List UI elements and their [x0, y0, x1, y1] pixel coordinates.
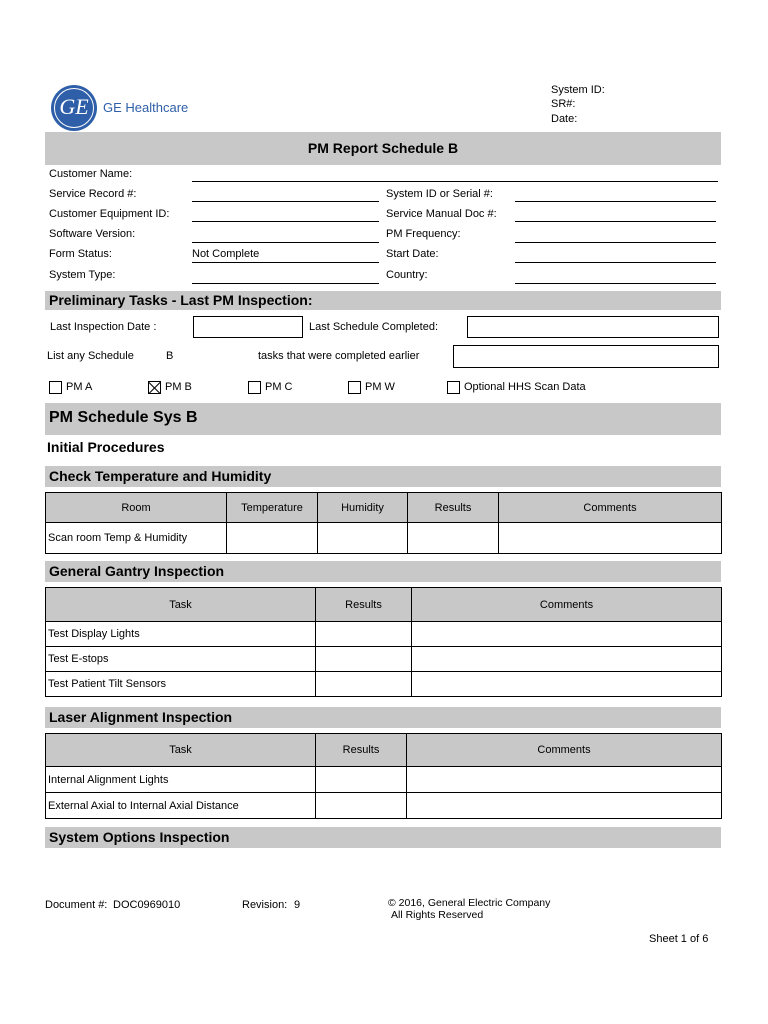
- customer-name-field[interactable]: [192, 181, 718, 182]
- start-date-label: Start Date:: [386, 248, 439, 260]
- column-header: Comments: [499, 493, 722, 523]
- gantry-table: [45, 587, 722, 697]
- service-record-field[interactable]: [192, 201, 379, 202]
- document-label: Document #:: [45, 899, 108, 911]
- pm-w-label: PM W: [365, 381, 395, 393]
- results-cell[interactable]: [316, 622, 412, 647]
- comments-cell[interactable]: [412, 622, 722, 647]
- temp-heading-bar: [45, 466, 721, 487]
- task-cell: Test Display Lights: [46, 622, 316, 647]
- gantry-heading-bar: [45, 561, 721, 582]
- laser-heading: Laser Alignment Inspection: [49, 709, 233, 725]
- task-cell: Test E-stops: [46, 647, 316, 672]
- pm-frequency-label: PM Frequency:: [386, 228, 461, 240]
- temp-heading: Check Temperature and Humidity: [49, 468, 272, 484]
- options-heading: System Options Inspection: [49, 829, 230, 845]
- start-date-field[interactable]: [515, 262, 716, 263]
- column-header: Task: [46, 734, 316, 767]
- options-heading-bar: [45, 827, 721, 848]
- preliminary-heading: Preliminary Tasks - Last PM Inspection:: [49, 292, 313, 308]
- schedule-heading: PM Schedule Sys B: [49, 409, 198, 426]
- customer-equipment-field[interactable]: [192, 221, 379, 222]
- table-row: [46, 647, 722, 672]
- table-row: [46, 793, 722, 819]
- last-schedule-input[interactable]: [467, 316, 719, 338]
- results-cell[interactable]: [316, 767, 407, 793]
- form-status-value[interactable]: Not Complete: [192, 248, 260, 260]
- last-inspection-label: Last Inspection Date :: [50, 321, 157, 333]
- task-cell: External Axial to Internal Axial Distance: [46, 793, 316, 819]
- task-cell: Internal Alignment Lights: [46, 767, 316, 793]
- column-header: Results: [316, 588, 412, 622]
- task-cell: Test Patient Tilt Sensors: [46, 672, 316, 697]
- humidity-cell[interactable]: [318, 523, 408, 554]
- system-id-serial-field[interactable]: [515, 201, 716, 202]
- form-status-label: Form Status:: [49, 248, 112, 260]
- document-number: DOC0969010: [113, 899, 181, 911]
- pm-b-label: PM B: [165, 381, 192, 393]
- list-schedule-label: List any Schedule: [47, 350, 134, 362]
- service-manual-field[interactable]: [515, 221, 716, 222]
- last-inspection-input[interactable]: [193, 316, 303, 338]
- hhs-scan-checkbox[interactable]: [447, 381, 460, 394]
- system-id-label: System ID:: [551, 84, 605, 96]
- results-cell[interactable]: [316, 793, 407, 819]
- software-version-field[interactable]: [192, 242, 379, 243]
- date-label: Date:: [551, 113, 578, 125]
- gantry-heading: General Gantry Inspection: [49, 563, 225, 579]
- service-record-label: Service Record #:: [49, 188, 137, 200]
- customer-equipment-label: Customer Equipment ID:: [49, 208, 170, 220]
- results-cell[interactable]: [408, 523, 499, 554]
- comments-cell[interactable]: [407, 767, 722, 793]
- pm-c-label: PM C: [265, 381, 293, 393]
- temperature-cell[interactable]: [227, 523, 318, 554]
- revision-number: 9: [294, 899, 301, 911]
- ge-logo: [51, 85, 97, 131]
- table-row: [46, 767, 722, 793]
- system-type-field[interactable]: [192, 283, 379, 284]
- rights-reserved: All Rights Reserved: [391, 909, 484, 921]
- schedule-letter: B: [166, 350, 174, 362]
- tasks-earlier-label: tasks that were completed earlier: [258, 350, 420, 362]
- column-header: Room: [46, 493, 227, 523]
- results-cell[interactable]: [316, 672, 412, 697]
- initial-procedures-heading: Initial Procedures: [47, 439, 165, 455]
- temp-table: [45, 492, 722, 554]
- laser-table: [45, 733, 722, 819]
- table-row: [46, 622, 722, 647]
- title-bar: [45, 132, 721, 165]
- earlier-tasks-input[interactable]: [453, 345, 719, 368]
- comments-cell[interactable]: [412, 672, 722, 697]
- pm-w-checkbox[interactable]: [348, 381, 361, 394]
- comments-cell[interactable]: [412, 647, 722, 672]
- form-status-field: [192, 262, 379, 263]
- country-label: Country:: [386, 269, 428, 281]
- pm-frequency-field[interactable]: [515, 242, 716, 243]
- ge-logo-text: GE: [59, 94, 89, 119]
- customer-name-label: Customer Name:: [49, 168, 133, 180]
- sheet-number: Sheet 1 of 6: [649, 933, 709, 945]
- pm-b-checkbox[interactable]: [148, 381, 161, 394]
- column-header: Comments: [412, 588, 722, 622]
- column-header: Results: [408, 493, 499, 523]
- column-header: Humidity: [318, 493, 408, 523]
- last-schedule-label: Last Schedule Completed:: [309, 321, 439, 333]
- laser-heading-bar: [45, 707, 721, 728]
- brand-name: GE Healthcare: [103, 100, 189, 115]
- revision-label: Revision:: [242, 899, 288, 911]
- results-cell[interactable]: [316, 647, 412, 672]
- comments-cell[interactable]: [407, 793, 722, 819]
- column-header: Task: [46, 588, 316, 622]
- table-row: [46, 523, 722, 554]
- page-title: PM Report Schedule B: [307, 140, 459, 156]
- software-version-label: Software Version:: [49, 228, 136, 240]
- copyright: © 2016, General Electric Company: [388, 897, 551, 909]
- system-type-label: System Type:: [49, 269, 116, 281]
- comments-cell[interactable]: [499, 523, 722, 554]
- column-header: Temperature: [227, 493, 318, 523]
- pm-c-checkbox[interactable]: [248, 381, 261, 394]
- preliminary-heading-bar: [45, 291, 721, 310]
- hhs-scan-label: Optional HHS Scan Data: [464, 381, 586, 393]
- sr-label: SR#:: [551, 98, 576, 110]
- pm-a-checkbox[interactable]: [49, 381, 62, 394]
- column-header: Results: [316, 734, 407, 767]
- country-field[interactable]: [515, 283, 716, 284]
- table-row: [46, 672, 722, 697]
- system-id-serial-label: System ID or Serial #:: [386, 188, 493, 200]
- schedule-heading-bar: [45, 403, 721, 435]
- task-cell: Scan room Temp & Humidity: [46, 523, 227, 554]
- service-manual-label: Service Manual Doc #:: [386, 208, 497, 220]
- column-header: Comments: [407, 734, 722, 767]
- pm-a-label: PM A: [66, 381, 93, 393]
